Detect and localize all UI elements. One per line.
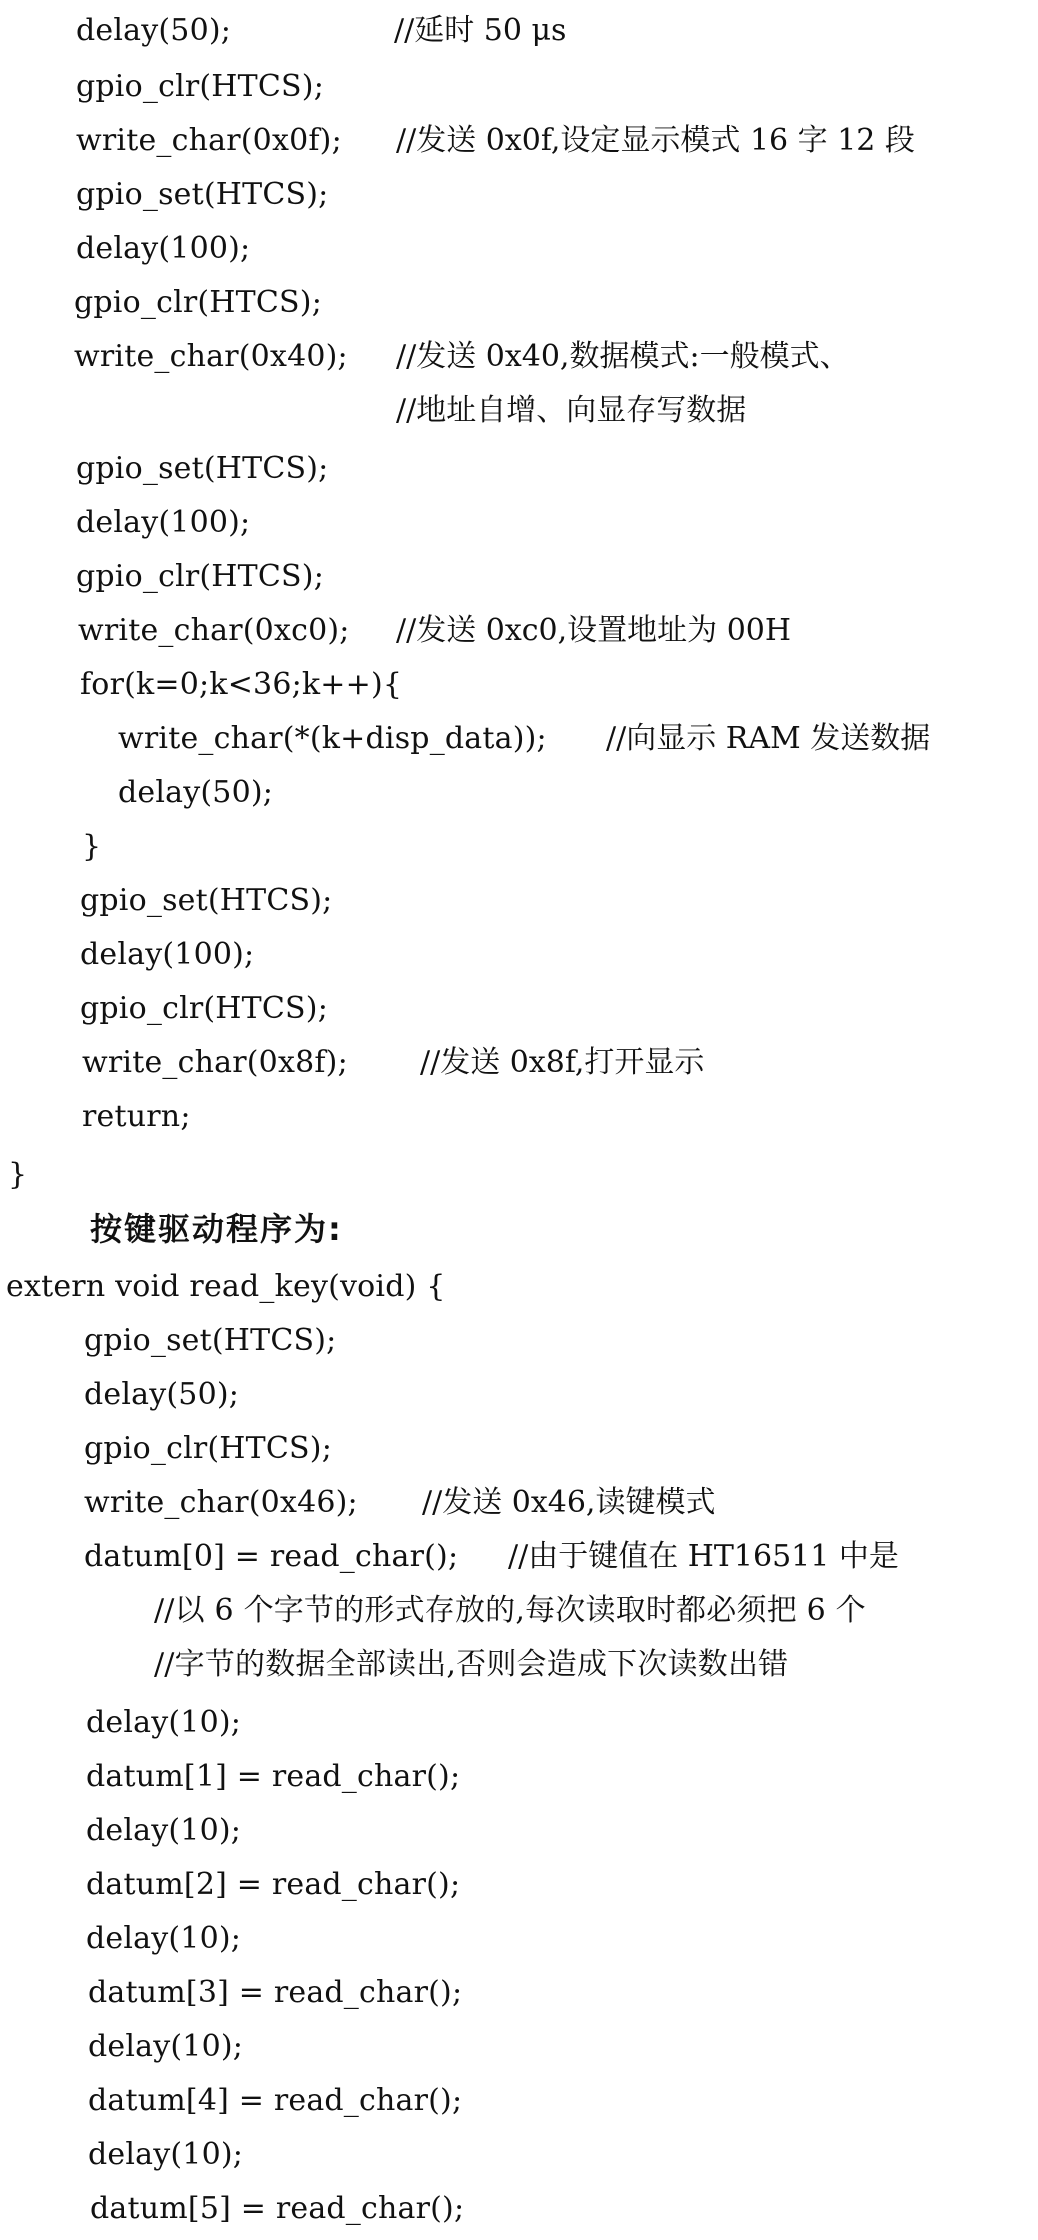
code-line	[86, 1912, 241, 1966]
code-line	[8, 1148, 27, 1202]
code-comment: //延时 50 μs	[394, 13, 567, 48]
code-text: write_char(0x8f);	[82, 1045, 348, 1080]
code-line	[84, 1368, 239, 1422]
code-text: gpio_clr(HTCS);	[84, 1431, 332, 1466]
code-text: gpio_clr(HTCS);	[74, 285, 322, 320]
code-text: delay(100);	[76, 505, 251, 540]
code-line	[84, 1476, 716, 1530]
code-line	[86, 1696, 241, 1750]
code-line	[84, 1422, 332, 1476]
code-line	[84, 1530, 899, 1584]
code-text: //字节的数据全部读出,否则会造成下次读数出错	[154, 1647, 789, 1682]
code-text: }	[8, 1157, 28, 1192]
code-line	[82, 1090, 191, 1144]
code-line	[74, 276, 322, 330]
code-text: gpio_set(HTCS);	[76, 177, 329, 212]
code-line	[76, 4, 567, 58]
code-text: write_char(0x46);	[84, 1485, 358, 1520]
code-comment: //由于键值在 HT16511 中是	[508, 1539, 899, 1574]
code-line	[86, 1750, 460, 1804]
code-line	[86, 1858, 460, 1912]
code-text: delay(100);	[76, 231, 251, 266]
code-text: delay(10);	[88, 2029, 244, 2064]
code-text: gpio_clr(HTCS);	[76, 559, 324, 594]
code-text: gpio_set(HTCS);	[80, 883, 333, 918]
code-text: write_char(*(k+disp_data));	[118, 721, 547, 756]
code-text: datum[3] = read_char();	[88, 1975, 463, 2010]
code-line	[80, 982, 328, 1036]
code-line	[80, 928, 254, 982]
code-text: delay(100);	[80, 937, 255, 972]
code-line	[76, 168, 328, 222]
code-text: gpio_clr(HTCS);	[76, 69, 324, 104]
code-text: gpio_set(HTCS);	[84, 1323, 337, 1358]
code-text: datum[4] = read_char();	[88, 2083, 463, 2118]
code-comment: //地址自增、向显存写数据	[396, 393, 747, 428]
code-text: for(k=0;k<36;k++){	[80, 667, 403, 702]
code-line	[76, 550, 324, 604]
code-text: delay(10);	[86, 1705, 242, 1740]
code-line	[74, 330, 850, 384]
code-line	[82, 1036, 705, 1090]
code-line	[154, 1584, 866, 1638]
code-text: delay(10);	[86, 1813, 242, 1848]
code-comment: //发送 0xc0,设置地址为 00H	[396, 613, 792, 648]
code-text: delay(50);	[76, 13, 232, 48]
code-text: delay(10);	[88, 2137, 244, 2172]
code-line	[84, 1314, 336, 1368]
code-line	[154, 1638, 788, 1692]
section-heading-line	[90, 1202, 343, 1256]
code-line	[76, 496, 250, 550]
code-text: datum[0] = read_char();	[84, 1539, 459, 1574]
code-line	[88, 2128, 243, 2182]
code-text: //以 6 个字节的形式存放的,每次读取时都必须把 6 个	[154, 1593, 866, 1628]
code-text: }	[82, 829, 102, 864]
code-line	[76, 114, 915, 168]
code-text: gpio_set(HTCS);	[76, 451, 329, 486]
code-line	[88, 2020, 243, 2074]
section-heading: 按键驱动程序为:	[90, 1210, 343, 1248]
code-line	[86, 1804, 241, 1858]
code-comment: //向显示 RAM 发送数据	[606, 721, 931, 756]
code-line	[76, 60, 324, 114]
code-line	[80, 874, 332, 928]
code-text: write_char(0x40);	[74, 339, 348, 374]
code-line	[88, 2074, 462, 2128]
code-line	[76, 442, 328, 496]
code-text: write_char(0xc0);	[78, 613, 350, 648]
code-line	[118, 766, 273, 820]
code-text: extern void read_key(void) {	[6, 1269, 446, 1304]
code-line	[76, 222, 250, 276]
code-text: delay(50);	[84, 1377, 240, 1412]
code-line	[118, 712, 931, 766]
code-line	[82, 820, 101, 874]
code-comment: //发送 0x46,读键模式	[422, 1485, 716, 1520]
code-line	[78, 604, 792, 658]
code-text: delay(50);	[118, 775, 274, 810]
code-line	[6, 1260, 446, 1314]
code-text: datum[1] = read_char();	[86, 1759, 461, 1794]
code-text: gpio_clr(HTCS);	[80, 991, 328, 1026]
code-text: return;	[82, 1099, 191, 1134]
code-line	[88, 1966, 462, 2020]
code-text: write_char(0x0f);	[76, 123, 342, 158]
code-text: datum[2] = read_char();	[86, 1867, 461, 1902]
code-text: datum[5] = read_char();	[90, 2191, 465, 2226]
code-text: delay(10);	[86, 1921, 242, 1956]
code-comment: //发送 0x8f,打开显示	[420, 1045, 705, 1080]
code-line	[90, 2182, 464, 2236]
code-comment: //发送 0x0f,设定显示模式 16 字 12 段	[396, 123, 915, 158]
code-comment: //发送 0x40,数据模式:一般模式、	[396, 339, 850, 374]
code-line	[80, 658, 402, 712]
